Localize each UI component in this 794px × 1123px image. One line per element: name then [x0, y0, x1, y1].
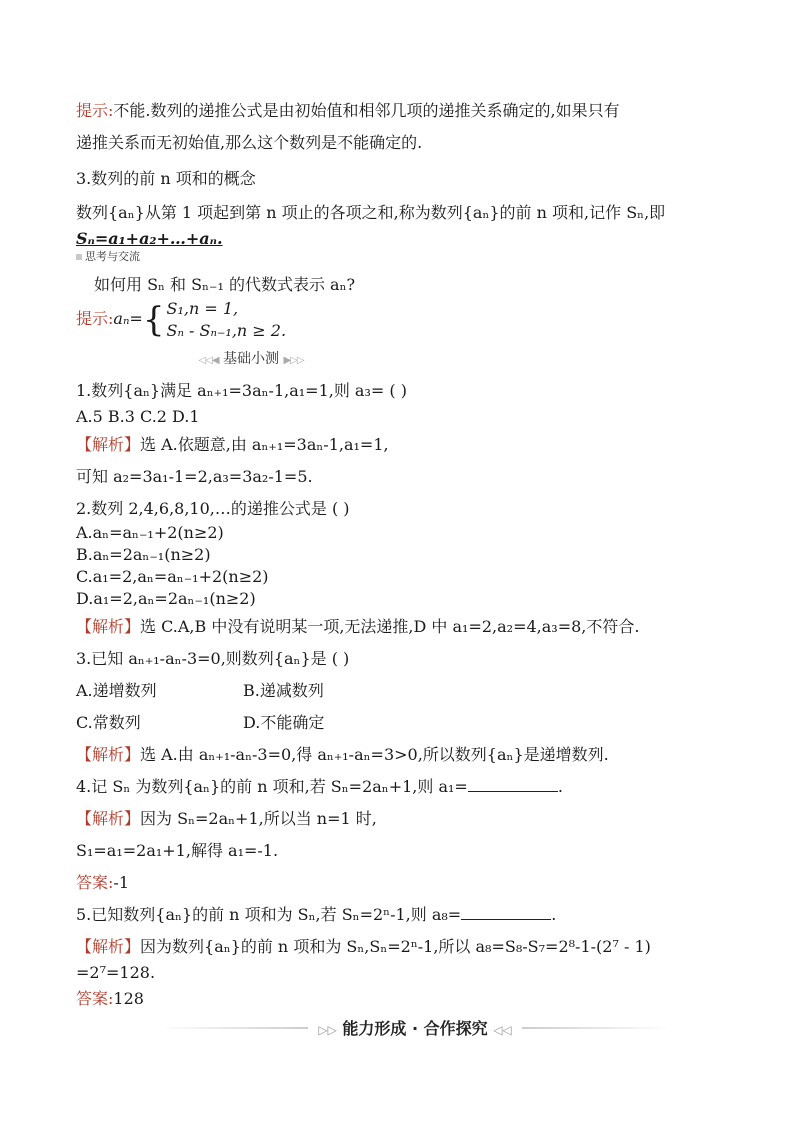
think-question: 如何用 Sₙ 和 Sₙ₋₁ 的代数式表示 aₙ? [94, 275, 356, 294]
q3-option-c: C.常数列 [76, 713, 141, 732]
q5-stem-end: . [551, 905, 557, 924]
q2-analysis-label: 【解析】 [76, 617, 141, 636]
q1-stem: 1.数列{aₙ}满足 aₙ₊₁=3aₙ-1,a₁=1,则 a₃= ( ) [76, 381, 407, 400]
q2-analysis-row [76, 614, 639, 640]
concept-heading: 3.数列的前 n 项和的概念 [76, 169, 256, 188]
q3-option-d: D.不能确定 [243, 713, 325, 732]
q3-stem: 3.已知 aₙ₊₁-aₙ-3=0,则数列{aₙ}是 ( ) [76, 649, 350, 668]
piecewise-cases [166, 298, 286, 341]
q5-analysis-label: 【解析】 [76, 937, 141, 956]
q5-answer: 128 [113, 989, 144, 1008]
q4-answer: -1 [113, 873, 129, 892]
q5-analysis-b: =2⁷=128. [76, 963, 156, 982]
q3-analysis-label: 【解析】 [76, 745, 141, 764]
footer-right-arrow-icon: ◁◁ [493, 1023, 512, 1037]
piecewise-case-1: S₁,n = 1, [166, 299, 239, 318]
hint1-text-b: 递推关系而无初始值,那么这个数列是不能确定的. [76, 133, 423, 152]
section-footer-bar [160, 1016, 670, 1040]
footer-left-rule [160, 1027, 308, 1029]
q3-analysis: 选 A.由 aₙ₊₁-aₙ-3=0,得 aₙ₊₁-aₙ=3>0,所以数列{aₙ}是递增数列. [140, 745, 609, 764]
q4-analysis-label: 【解析】 [76, 809, 141, 828]
footer-title: 能力形成 · 合作探究 [342, 1019, 488, 1038]
q1-options: A.5 B.3 C.2 D.1 [76, 407, 200, 426]
q5-answer-blank[interactable] [461, 905, 551, 920]
think-hint-lhs: aₙ= [113, 309, 143, 329]
q4-analysis-b: S₁=a₁=2a₁+1,解得 a₁=-1. [76, 841, 279, 860]
q1-analysis-a: 选 A.依题意,由 aₙ₊₁=3aₙ-1,a₁=1, [140, 435, 389, 454]
piecewise-case-2: Sₙ - Sₙ₋₁,n ≥ 2. [166, 320, 287, 340]
q1-analysis-label: 【解析】 [76, 435, 141, 454]
q2-stem: 2.数列 2,4,6,8,10,…的递推公式是 ( ) [76, 499, 350, 518]
section-left-arrows-icon: ◁◁◀ [198, 355, 219, 366]
q2-analysis: 选 C.A,B 中没有说明某一项,无法递推,D 中 a₁=2,a₂=4,a₃=8,不符合. [140, 617, 640, 636]
q5-analysis-row-a [76, 934, 651, 960]
section-title-row [171, 348, 331, 370]
q4-answer-blank[interactable] [468, 777, 558, 792]
left-brace-icon: { [142, 299, 165, 340]
footer-left-arrow-icon: ▷▷ [318, 1023, 337, 1037]
section-right-arrows-icon: ▶▷▷ [283, 355, 304, 366]
q5-stem: 5.已知数列{aₙ}的前 n 项和为 Sₙ,若 Sₙ=2ⁿ-1,则 a₈= [76, 905, 462, 924]
q4-stem: 4.记 Sₙ 为数列{aₙ}的前 n 项和,若 Sₙ=2aₙ+1,则 a₁= [76, 777, 468, 796]
q3-analysis-row [76, 742, 609, 768]
q5-stem-row [76, 902, 556, 928]
concept-definition: 数列{aₙ}从第 1 项起到第 n 项止的各项之和,称为数列{aₙ}的前 n 项和,记作 Sₙ,即 [76, 203, 666, 222]
piecewise-formula [143, 298, 286, 341]
hint1-text-a: 不能.数列的递推公式是由初始值和相邻几项的递推关系确定的,如果只有 [113, 101, 620, 120]
think-hint-row [76, 298, 286, 341]
q4-answer-label: 答案: [76, 873, 114, 892]
q5-analysis-a: 因为数列{aₙ}的前 n 项和为 Sₙ,Sₙ=2ⁿ-1,所以 a₈=S₈-S₇=2⁸-1-(2⁷ - 1) [140, 937, 651, 956]
think-hint-label: 提示: [76, 309, 114, 329]
hint1-line-a [76, 98, 620, 124]
think-label-row [76, 248, 140, 266]
q5-answer-row [76, 986, 144, 1012]
think-marker-icon [76, 254, 82, 260]
footer-right-rule [522, 1027, 670, 1029]
q1-analysis-b: 可知 a₂=3a₁-1=2,a₃=3a₂-1=5. [76, 467, 313, 486]
concept-formula: Sₙ=a₁+a₂+…+aₙ. [76, 229, 223, 248]
q2-option-d: D.a₁=2,aₙ=2aₙ₋₁(n≥2) [76, 589, 256, 608]
hint1-label: 提示: [76, 101, 114, 120]
q4-stem-row [76, 774, 563, 800]
footer-title-row [308, 1016, 522, 1039]
q4-analysis-a: 因为 Sₙ=2aₙ+1,所以当 n=1 时, [140, 809, 377, 828]
q3-option-a: A.递增数列 [76, 681, 157, 700]
q2-option-c: C.a₁=2,aₙ=aₙ₋₁+2(n≥2) [76, 567, 269, 586]
q3-option-b: B.递减数列 [243, 681, 324, 700]
q1-analysis-row-a [76, 432, 389, 458]
q2-option-a: A.aₙ=aₙ₋₁+2(n≥2) [76, 523, 224, 542]
q4-stem-end: . [557, 777, 563, 796]
section-title: 基础小测 [223, 351, 279, 367]
q4-analysis-row-a [76, 806, 377, 832]
q2-option-b: B.aₙ=2aₙ₋₁(n≥2) [76, 545, 211, 564]
q4-answer-row [76, 870, 129, 896]
think-label: 思考与交流 [85, 250, 140, 263]
q5-answer-label: 答案: [76, 989, 114, 1008]
